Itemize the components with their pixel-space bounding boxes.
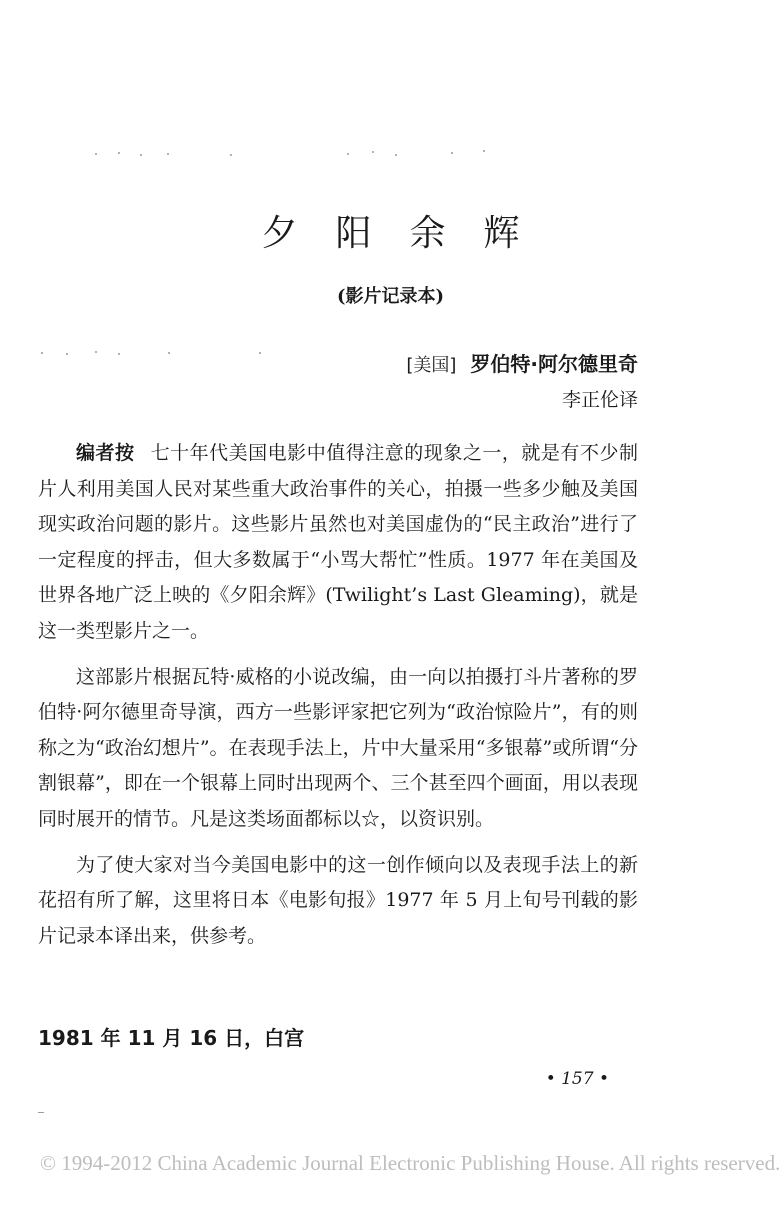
paragraph-text: 七十年代美国电影中值得注意的现象之一，就是有不少制片人利用美国人民对某些重大政治事件的关心，拍摄一些多少触及美国现实政治问题的影片。这些影片虽然也对美国虚伪的“民主政治”进行了一定程度的抨击，但大多数属于“小骂大帮忙”性质。1977 年在美国及世界各地广泛上映的《夕阳余辉》(Twilight’s Last Gleaming)，就是这一类型影片之一。 xyxy=(38,442,638,642)
scan-speck xyxy=(95,351,97,353)
scan-speck xyxy=(168,352,170,354)
scan-speck xyxy=(140,154,142,156)
paragraph: 这部影片根据瓦特·威格的小说改编，由一向以拍摄打斗片著称的罗伯特·阿尔德里奇导演，西方一些影评家把它列为“政治惊险片”，有的则称之为“政治幻想片”。在表现手法上，片中大量采用“多银幕”或所谓“分割银幕”，即在一个银幕上同时出现两个、三个甚至四个画面，用以表现同时展开的情节。凡是这类场面都标以☆，以资识别。 xyxy=(38,665,638,830)
scan-speck xyxy=(395,154,397,156)
scan-speck xyxy=(66,353,68,355)
scan-speck xyxy=(451,152,453,154)
author-name: 罗伯特·阿尔德里奇 xyxy=(470,352,638,376)
article-title: 夕阳余辉 xyxy=(261,213,558,254)
editor-note-label: 编者按 xyxy=(76,442,135,464)
scan-speck xyxy=(38,1112,44,1113)
scan-speck xyxy=(347,153,349,155)
scan-speck xyxy=(483,150,485,152)
page-number: • 157 • xyxy=(545,1069,609,1089)
scan-speck xyxy=(230,154,232,156)
copyright-footer: © 1994-2012 China Academic Journal Electronic Publishing House. All rights reserved. xyxy=(40,1151,781,1175)
article-subtitle: (影片记录本) xyxy=(336,286,445,307)
paragraph: 为了使大家对当今美国电影中的这一创作倾向以及表现手法上的新花招有所了解，这里将日本《电影旬报》1977 年 5 月上旬号刊载的影片记录本译出来，供参考。 xyxy=(38,853,638,947)
editor-note xyxy=(38,436,638,954)
scan-speck xyxy=(118,353,120,355)
translator-credit: 李正伦译 xyxy=(561,389,638,411)
paragraph xyxy=(38,436,638,650)
scan-speck xyxy=(372,151,374,153)
author-nation: [美国] xyxy=(406,355,457,376)
author-line xyxy=(406,350,638,378)
scan-speck xyxy=(259,352,261,354)
scan-speck xyxy=(41,352,43,354)
scene-heading: 1981 年 11 月 16 日，白宫 xyxy=(38,1026,305,1050)
scan-speck xyxy=(118,152,120,154)
scan-speck xyxy=(95,153,97,155)
scan-speck xyxy=(167,153,169,155)
